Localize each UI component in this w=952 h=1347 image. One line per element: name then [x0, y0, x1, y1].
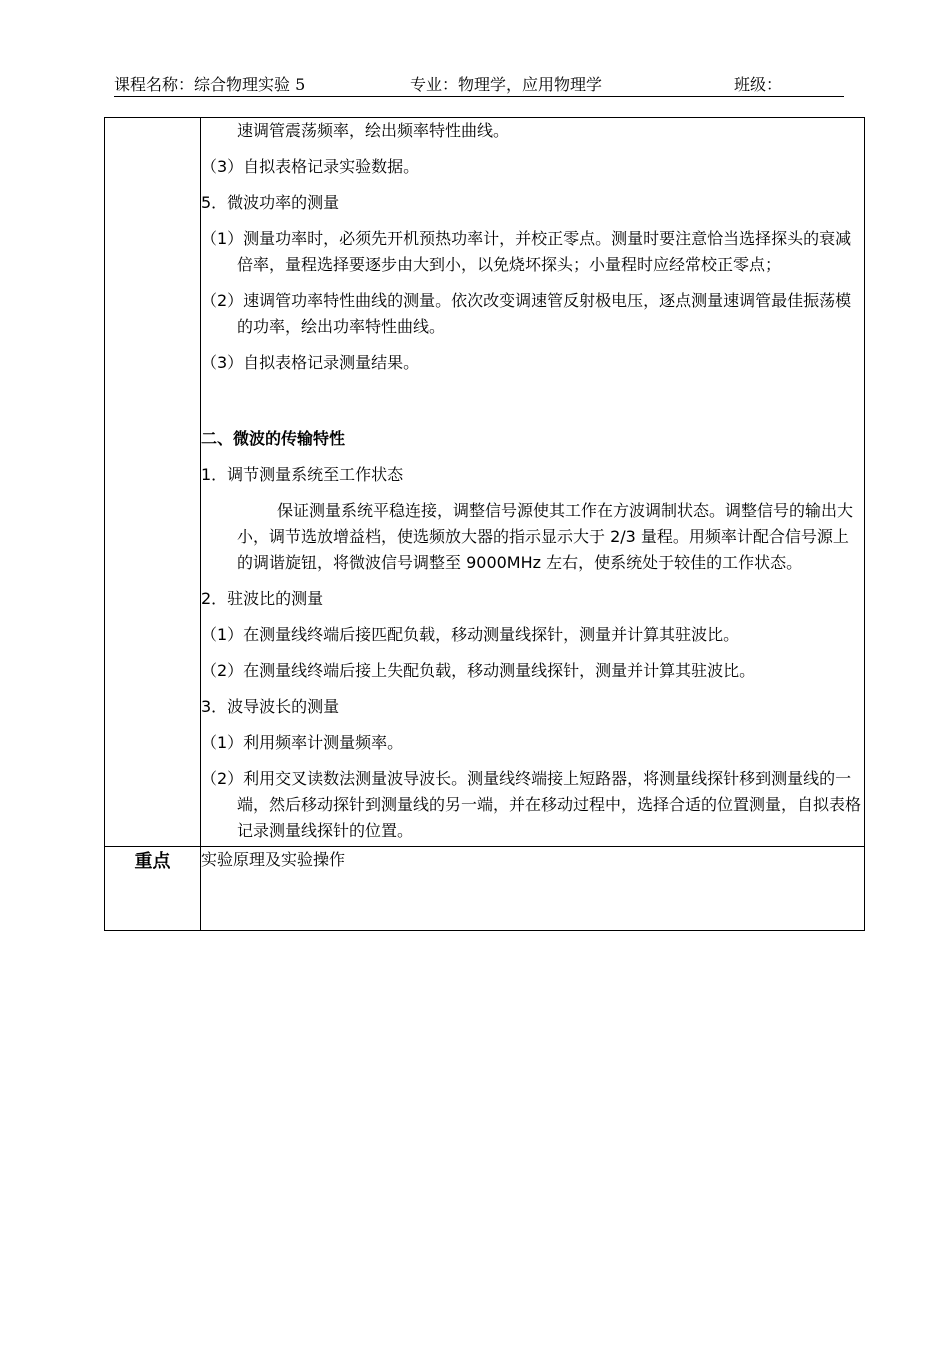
content-row: [105, 118, 865, 847]
subheading-adjust-system: 1．调节测量系统至工作状态: [201, 465, 404, 484]
key-points-label: 重点: [105, 847, 201, 931]
subheading-wavelength: 3．波导波长的测量: [201, 697, 340, 716]
subheading-vswr: 2．驻波比的测量: [201, 589, 324, 608]
major: 专业：物理学，应用物理学: [410, 75, 603, 94]
step-mismatched-load: （2）在测量线终端后接上失配负载，移动测量线探针，测量并计算其驻波比。: [201, 661, 756, 680]
key-points-value: 实验原理及实验操作: [201, 847, 865, 931]
content-table: [104, 117, 865, 931]
step-record-results: （3）自拟表格记录测量结果。: [201, 353, 420, 372]
left-cell: [105, 118, 201, 847]
step-cross-reading: （2）利用交叉读数法测量波导波长。测量线终端接上短路器，将测量线探针移到测量线的一端，然后移动探针到测量线的另一端，并在移动过程中，选择合适的位置测量，自拟表格记录测量线探针的位置。: [201, 769, 862, 840]
content-cell: [201, 118, 865, 847]
step-matched-load: （1）在测量线终端后接匹配负载，移动测量线探针，测量并计算其驻波比。: [201, 625, 740, 644]
section-heading: 二、微波的传输特性: [201, 429, 346, 448]
subheading-power-measurement: 5．微波功率的测量: [201, 193, 340, 212]
page-header: [114, 72, 844, 97]
class-label: 班级：: [734, 75, 783, 94]
spacer: [201, 386, 864, 426]
step-power-meter: （1）测量功率时，必须先开机预热功率计，并校正零点。测量时要注意恰当选择探头的衰减倍率，量程选择要逐步由大到小，以免烧坏探头；小量程时应经常校正零点；: [201, 229, 852, 274]
course-name: 课程名称：综合物理实验 5: [114, 75, 306, 94]
step-power-curve: （2）速调管功率特性曲线的测量。依次改变调速管反射极电压，逐点测量速调管最佳振荡模的功率，绘出功率特性曲线。: [201, 291, 852, 336]
paragraph-adjust-system: 保证测量系统平稳连接，调整信号源使其工作在方波调制状态。调整信号的输出大小，调节选放增益档，使选频放大器的指示显示大于 2/3 量程。用频率计配合信号源上的调谐旋钮，将微波信号调整至 9000MHz 左右，使系统处于较佳的工作状态。: [237, 501, 854, 572]
step-frequency: （1）利用频率计测量频率。: [201, 733, 404, 752]
paragraph-continuation: 速调管震荡频率，绘出频率特性曲线。: [237, 121, 510, 140]
step-record-data: （3）自拟表格记录实验数据。: [201, 157, 420, 176]
key-points-row: [105, 847, 865, 931]
